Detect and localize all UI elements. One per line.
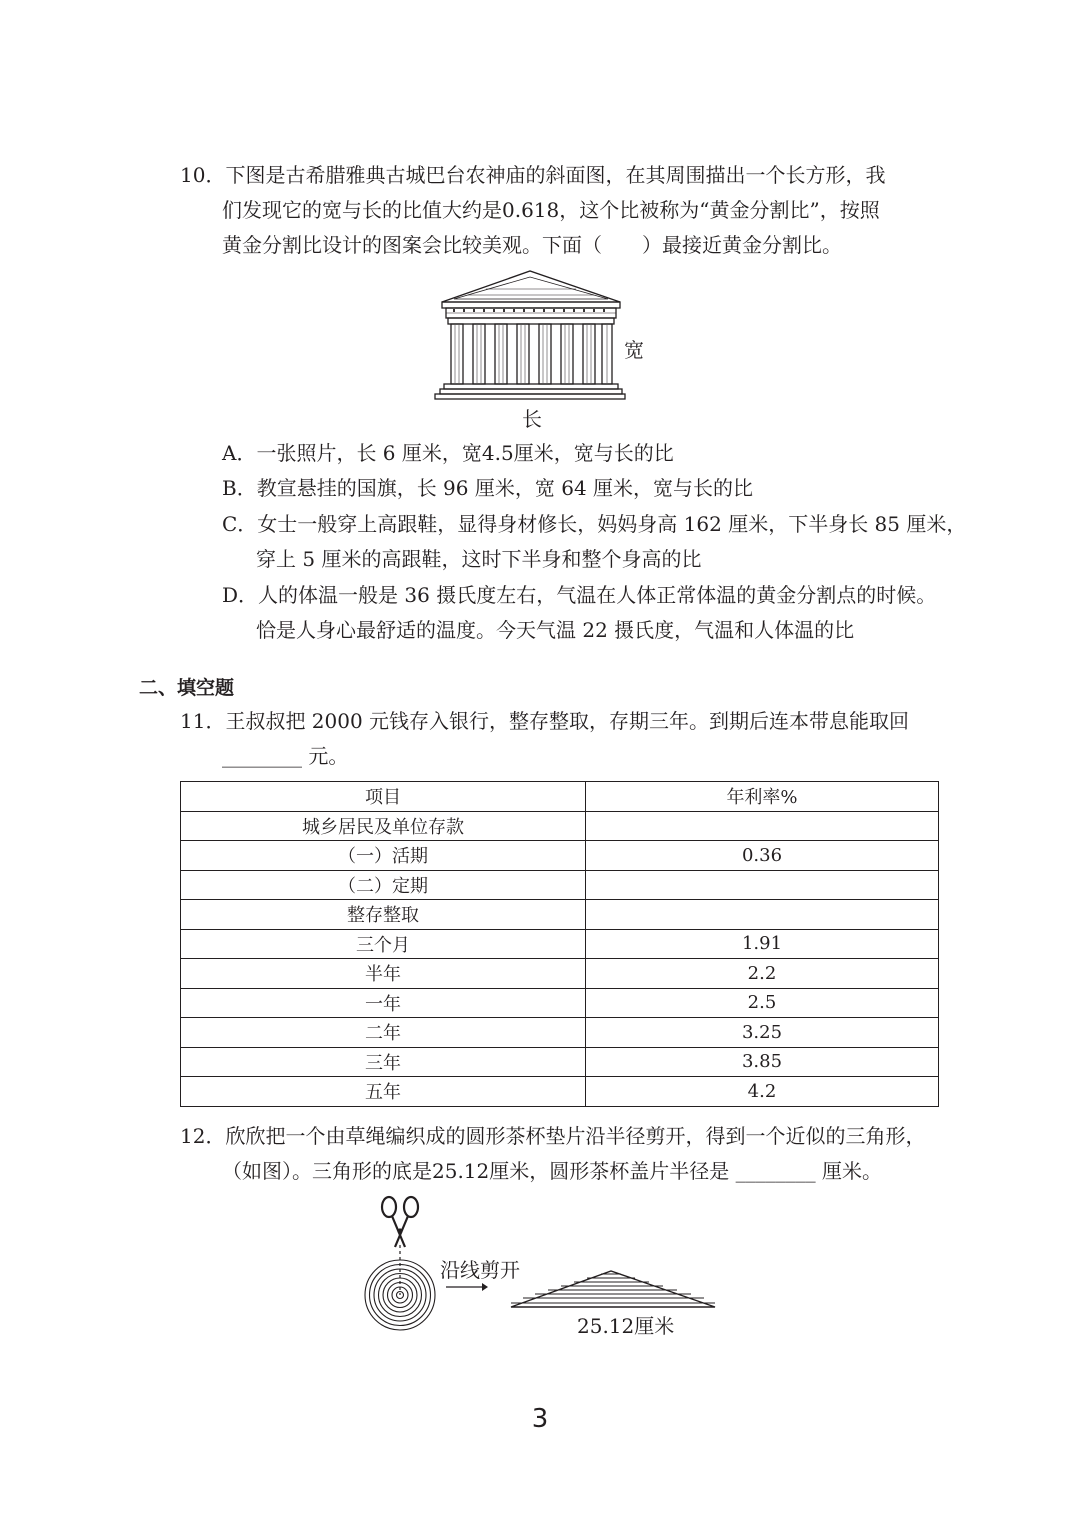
triangle-base-label: 25.12厘米 [577,1314,675,1338]
scissors-icon [382,1197,418,1247]
cut-label: 沿线剪开 [440,1258,520,1282]
q11-line-2: ________ 元。 [222,744,349,768]
q10-line-2: 们发现它的宽与长的比值大约是0.618，这个比被称为“黄金分割比”，按照 [222,198,880,222]
table-cell: 五年 [181,1077,586,1107]
table-cell: 一年 [181,988,586,1018]
table-row [181,811,939,841]
section-heading: 二、填空题 [139,677,235,699]
table-cell: 4.2 [586,1077,939,1107]
q10-line-3: 黄金分割比设计的图案会比较美观。下面（ ）最接近黄金分割比。 [222,233,842,257]
table-cell: 二年 [181,1018,586,1048]
table-cell: （二）定期 [181,870,586,900]
table-header-row [181,782,939,812]
option-d-cont: 恰是人身心最舒适的温度。今天气温 22 摄氏度，气温和人体温的比 [256,618,855,642]
triangle-figure [506,1268,718,1314]
option-c: C．女士一般穿上高跟鞋，显得身材修长，妈妈身高 162 厘米，下半身长 85 厘米， [222,512,967,536]
q12-line-2: （如图）。三角形的底是25.12厘米，圆形茶杯盖片半径是 ________ 厘米。 [222,1159,882,1183]
option-a: A．一张照片，长 6 厘米，宽4.5厘米，宽与长的比 [222,441,674,465]
table-header-cell: 项目 [181,782,586,812]
table-cell: （一）活期 [181,841,586,871]
table-cell: 0.36 [586,841,939,871]
table-cell: 三个月 [181,929,586,959]
table-cell: 2.2 [586,959,939,989]
interest-rate-table [180,781,939,1107]
figure-length-label: 长 [522,407,542,431]
coil-cut-figure [355,1195,445,1335]
table-cell: 2.5 [586,988,939,1018]
parthenon-figure [430,268,630,403]
table-row [181,900,939,930]
table-row [181,1077,939,1107]
table-cell: 整存整取 [181,900,586,930]
table-cell: 3.85 [586,1047,939,1077]
q10-line-1: 10．下图是古希腊雅典古城巴台农神庙的斜面图，在其周围描出一个长方形，我 [180,163,886,187]
table-row [181,1047,939,1077]
table-row [181,929,939,959]
table-header-cell: 年利率% [586,782,939,812]
figure-width-label: 宽 [624,338,644,362]
table-cell [586,870,939,900]
q12-line-1: 12．欣欣把一个由草绳编织成的圆形茶杯垫片沿半径剪开，得到一个近似的三角形， [180,1124,926,1148]
option-c-cont: 穿上 5 厘米的高跟鞋，这时下半身和整个身高的比 [256,547,702,571]
q11-line-1: 11．王叔叔把 2000 元钱存入银行，整存整取，存期三年。到期后连本带息能取回 [180,709,910,733]
arrow-right-icon [444,1277,488,1297]
table-cell [586,900,939,930]
table-cell: 三年 [181,1047,586,1077]
table-row [181,959,939,989]
table-row [181,870,939,900]
table-cell: 3.25 [586,1018,939,1048]
table-cell: 城乡居民及单位存款 [181,811,586,841]
table-cell: 半年 [181,959,586,989]
table-cell [586,811,939,841]
table-cell: 1.91 [586,929,939,959]
page-number: 3 [531,1404,549,1434]
table-row [181,1018,939,1048]
option-b: B．教宣悬挂的国旗，长 96 厘米，宽 64 厘米，宽与长的比 [222,476,754,500]
option-d: D．人的体温一般是 36 摄氏度左右，气温在人体正常体温的黄金分割点的时候。 [222,583,937,607]
table-row [181,841,939,871]
table-row [181,988,939,1018]
